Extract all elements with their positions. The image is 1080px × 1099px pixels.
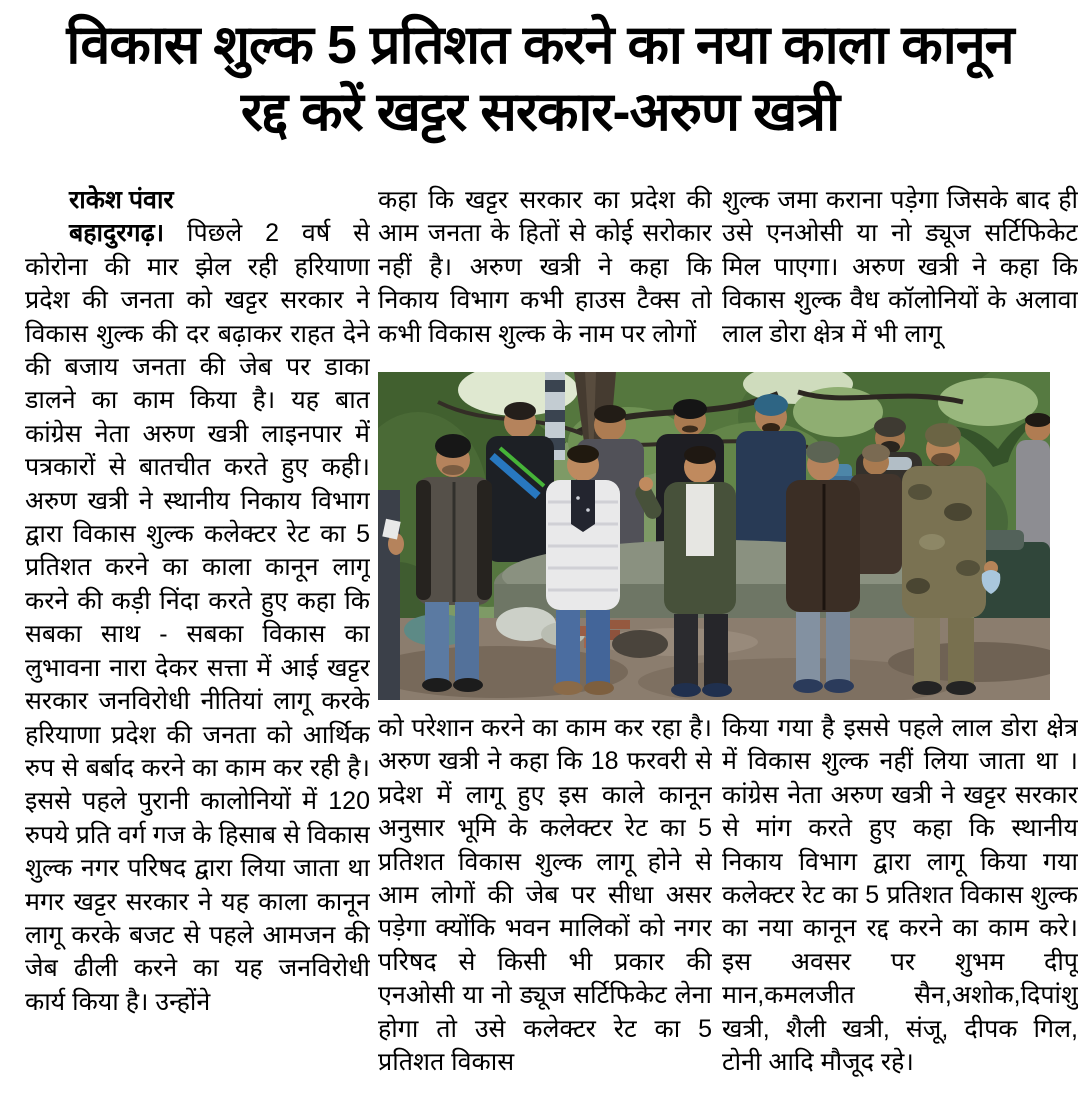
article-column-2-bottom — [378, 712, 712, 1084]
article-headline — [0, 12, 1080, 146]
article-column-2-top — [378, 184, 712, 368]
article-column-3-top — [722, 184, 1078, 368]
column-3-top-text: शुल्क जमा कराना पड़ेगा जिसके बाद ही उसे एनओसी या नो ड्यूज सर्टिफिकेट मिल पाएगा। अरुण खत्री ने कहा कि विकास शुल्क वैध कॉलोनियों के अलावा लाल डोरा क्षेत्र में भी लागू — [722, 186, 1078, 348]
headline-line-2: रद्द करें खट्टर सरकार-अरुण खत्री — [240, 82, 840, 142]
article-photo — [378, 372, 1050, 700]
column-2-top-text: कहा कि खट्टर सरकार का प्रदेश की आम जनता के हितों से कोई सरोकार नहीं है। अरुण खत्री ने कहा कि निकाय विभाग कभी हाउस टैक्स तो कभी विकास शुल्क के नाम पर लोगों — [378, 186, 712, 348]
article-column-3-bottom — [722, 712, 1078, 1084]
dateline: बहादुरगढ़। — [69, 219, 165, 248]
column-3-bottom-text: किया गया है इससे पहले लाल डोरा क्षेत्र में विकास शुल्क नहीं लिया जाता था । कांग्रेस नेता अरुण खत्री ने खट्टर सरकार से मांग करते हुए कहा कि स्थानीय निकाय विभाग द्वारा लागू किया गया कलेक्टर रेट का 5 प्रतिशत विकास शुल्क का नया कानून रद्द करने का काम करे। इस अवसर पर शुभम दीपू मान,कमलजीत सैन,अशोक,दिपांशु खत्री, शैली खत्री, संजू, दीपक गिल, टोनी आदि मौजूद रहे। — [722, 714, 1078, 1077]
article-column-1 — [25, 184, 370, 1084]
byline: राकेश पंवार — [69, 186, 174, 214]
group-photo-illustration — [378, 372, 1050, 700]
column-1-paragraph — [25, 217, 370, 1019]
column-1-text: पिछले 2 वर्ष से कोरोना की मार झेल रही हरियाणा प्रदेश की जनता को खट्टर सरकार ने विकास शुल्क की दर बढ़ाकर राहत देने की बजाय जनता की जेब पर डाका डालने का काम किया है। यह बात कांग्रेस नेता अरुण खत्री लाइनपार में पत्रकारों से बातचीत करते हुए कही। अरुण खत्री ने स्थानीय निकाय विभाग द्वारा विकास शुल्क कलेक्टर रेट का 5 प्रतिशत करने का काला कानून लागू करने की कड़ी निंदा करते हुए कहा कि सबका साथ - सबका विकास का लुभावना नारा देकर सत्ता में आई खट्टर सरकार जनविरोधी नीतियां लागू करके हरियाणा प्रदेश की जनता को आर्थिक रुप से बर्बाद करने का काम कर रही है। इससे पहले पुरानी कालोनियों में 120 रुपये प्रति वर्ग गज के हिसाब से विकास शुल्क नगर परिषद द्वारा लिया जाता था मगर खट्टर सरकार ने यह काला कानून लागू करके बजट से पहले आमजन की जेब ढीली करने का यह जनविरोधी कार्य किया है। उन्होंने — [25, 219, 370, 1016]
headline-line-1: विकास शुल्क 5 प्रतिशत करने का नया काला कानून — [66, 15, 1014, 75]
column-2-bottom-text: को परेशान करने का काम कर रहा है। अरुण खत्री ने कहा कि 18 फरवरी से प्रदेश में लागू हुए इस काले कानून अनुसार भूमि के कलेक्टर रेट का 5 प्रतिशत विकास शुल्क लागू होने से आम लोगों की जेब पर सीधा असर पड़ेगा क्योंकि भवन मालिकों को नगर परिषद से किसी भी प्रकार की एनओसी या नो ड्यूज सर्टिफिकेट लेना होगा तो उसे कलेक्टर रेट का 5 प्रतिशत विकास — [378, 714, 712, 1077]
